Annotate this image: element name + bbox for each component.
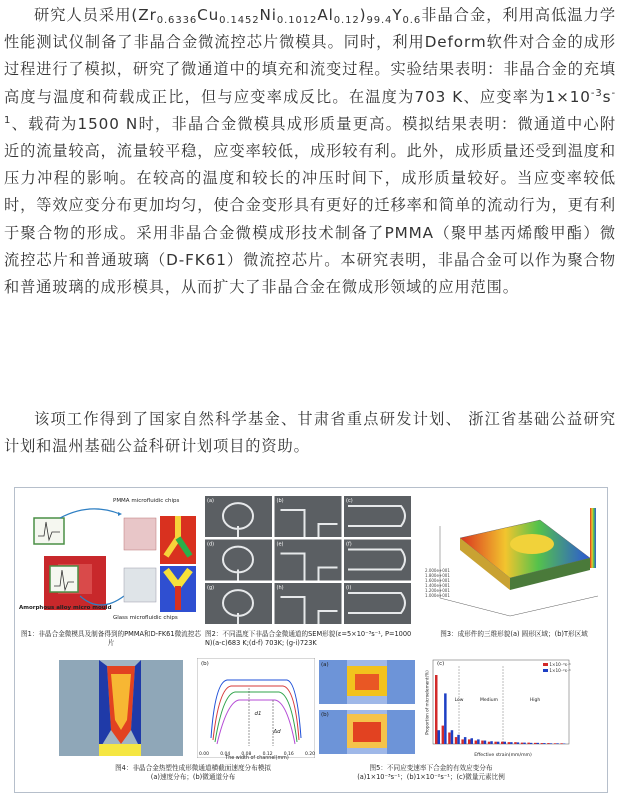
figure-5c-region-medium: Medium: [480, 698, 498, 703]
sem-panel: [275, 496, 342, 537]
body-paragraph-1: 研究人员采用$(Zr_{0.6336}Cu_{0.1452}Ni_{0.1012}Al_{0.12})_{99.4}Y_{0.6}$非晶合金，利用高低温力学性能测试仪制备了非晶合金微流控芯片微模具。同时，利用Deform软件对合金的成形过程进行了模拟，研究了微通道中的填充和流变过程。实验结果表明：非晶合金的充填高度与温度和荷载成正比，但与应变率成反比。在温度为703 K、应变率为$1\times 10^{-3}s^{-1}$、载荷为1500 N时，非晶合金微模具成形质量更高。模拟结果表明：微通道中心附近的流量较高，流量较平稳，应变率较低，成形较有利。此外，成形质量还受到温度和压力冲程的影响。在较高的温度和较长的冲压时间下，成形质量较好。当应变率较低时，等效应变分布更加均匀，使合金变形具有更好的迁移率和简单的流动行为，更有利于聚合物的形成。采用非晶合金微模成形技术制备了PMMA（聚甲基丙烯酸甲酯）微流控芯片和普通玻璃（D-FK61）微流控芯片。本研究表明，非晶合金可以作为聚合物和普通玻璃的成形模具，从而扩大了非晶合金在微成形领域的应用范围。: [4, 6, 616, 297]
histogram-bar: [468, 739, 471, 744]
figure-5c-legend: 1×10⁻³s⁻¹ 1×10⁻²s⁻¹: [543, 662, 571, 674]
figure-5c-region-low: Low: [454, 698, 464, 703]
histogram-bar: [435, 675, 438, 744]
figure-4b-d1: d1: [254, 711, 262, 717]
sem-panel-label: (h): [276, 585, 284, 591]
histogram-bar: [477, 739, 480, 744]
figure-1-label-mold: Amorphous alloy micro mould: [19, 605, 112, 611]
histogram-bar: [523, 743, 526, 744]
sem-panel-label: (e): [276, 541, 284, 548]
sem-panel-label: (f): [346, 541, 352, 548]
histogram-bar: [475, 741, 478, 744]
figure-3-caption: 图3：成形件的三维形貌(a) 圆形区域；(b)T形区域: [440, 630, 588, 638]
sem-panel-label: (c): [346, 498, 353, 504]
histogram-bar: [510, 742, 512, 744]
figure-5-caption-line2: (a)1×10⁻³s⁻¹；(b)1×10⁻²s⁻¹；(c)微量元素比例: [357, 773, 505, 781]
sem-panel-bg: [275, 583, 342, 624]
sem-panel-bg: [275, 540, 342, 581]
histogram-bar: [560, 743, 563, 744]
histogram-bar: [521, 743, 524, 744]
sem-panel-bg: [344, 496, 411, 537]
sem-panel-label: (g): [207, 585, 215, 591]
figure-5a-panel-label: (a): [321, 662, 329, 668]
histogram-bar: [448, 733, 451, 745]
histogram-bar: [541, 743, 544, 744]
figure-1-label-glass: Glass microfluidic chips: [113, 615, 178, 621]
figure-4-caption-line1: 图4：非晶合金热塑性成形微通道横截面速度分布模拟: [115, 764, 271, 772]
figure-5c-ylabel: Proportion of microelement(%): [424, 670, 430, 735]
sem-panel-label: (i): [346, 585, 352, 591]
figure-4b-panel-label: (b): [201, 661, 209, 667]
figure-4-caption-line2: (a)速度分布；(b)微通道分布: [150, 773, 236, 781]
histogram-bar: [442, 726, 445, 744]
histogram-bar: [508, 742, 511, 744]
histogram-bar: [484, 741, 487, 744]
histogram-bar: [461, 739, 464, 744]
figure-5b-panel-label: (b): [321, 712, 329, 718]
figure-5b-image: [319, 710, 415, 754]
sem-panel: [205, 540, 272, 581]
figure-4b-d2: Δd: [273, 729, 281, 735]
histogram-bar: [497, 742, 500, 744]
histogram-bar: [488, 742, 491, 744]
body-paragraph-2: 该项工作得到了国家自然科学基金、甘肃省重点研发计划、 浙江省基础公益研究计划和温州基础公益科研计划项目的资助。: [4, 410, 616, 456]
sem-panel-label: (a): [207, 498, 214, 504]
figure-4b-xlabel: The width of channel(mm): [225, 756, 289, 761]
histogram-bar: [457, 735, 460, 744]
figure-3-image: [420, 498, 604, 624]
figure-4a-image: [59, 660, 183, 756]
histogram-bar: [554, 743, 557, 744]
histogram-bar: [537, 743, 540, 744]
sem-panel-bg: [344, 540, 411, 581]
sem-panel: [275, 540, 342, 581]
histogram-bar: [481, 741, 484, 744]
histogram-bar: [550, 743, 553, 744]
histogram-bar: [471, 738, 474, 744]
sem-panel-bg: [344, 583, 411, 624]
sem-panel: [205, 583, 272, 624]
figure-5a-image: [319, 660, 415, 704]
histogram-bar: [444, 693, 447, 744]
histogram-bar: [530, 743, 533, 744]
histogram-bar: [556, 743, 559, 744]
figure-1-label-pmma: PMMA microfluidic chips: [113, 498, 180, 504]
figure-panel: [14, 487, 608, 793]
figure-5c-panel-label: (c): [437, 661, 445, 667]
figure-3-legend: 2.000e+001 1.800e+001 1.600e+001 1.400e+001 1.200e+001 1.000e+001: [425, 568, 450, 598]
histogram-bar: [547, 743, 550, 744]
histogram-bar: [534, 743, 537, 744]
sem-panel-bg: [275, 496, 342, 537]
histogram-bar: [517, 742, 520, 744]
sem-panel-label: (d): [207, 541, 215, 548]
histogram-bar: [438, 730, 441, 744]
histogram-bar: [504, 742, 507, 744]
sem-panel: [344, 583, 411, 624]
figure-5c-region-high: High: [529, 698, 541, 703]
histogram-bar: [494, 742, 497, 744]
figure-4b-xticks: 0.00 0.04 0.08 0.12 0.16 0.20: [199, 752, 315, 757]
figure-1-caption: 图1：非晶合金微模具及制备得到的PMMA和D-FK61微流控芯片: [21, 630, 201, 647]
sem-panel: [344, 496, 411, 537]
figure-4b-chart: [197, 658, 315, 758]
figure-2-caption: 图2：不同温度下非晶合金微通道的SEM形貌(ε=5×10⁻³s⁻¹, P=1000 N)(a-c)683 K;(d-f) 703K; (g-i)723K: [205, 630, 412, 647]
histogram-bar: [527, 743, 530, 744]
histogram-bar: [455, 737, 458, 744]
histogram-bar: [464, 737, 467, 744]
figure-5c-xlabel: Effective strain(mm/mm): [474, 753, 532, 758]
sem-panel-label: (b): [276, 498, 284, 504]
sem-panel: [344, 540, 411, 581]
histogram-bar: [490, 741, 493, 744]
histogram-bar: [501, 742, 504, 744]
figure-2-sem-grid: [205, 496, 411, 624]
histogram-bar: [543, 743, 546, 744]
sem-panel: [275, 583, 342, 624]
figure-5-caption-line1: 图5：不同应变速率下合金的有效应变分布: [369, 764, 493, 772]
histogram-bar: [451, 730, 454, 744]
histogram-bar: [514, 742, 517, 744]
sem-panel: [205, 496, 272, 537]
